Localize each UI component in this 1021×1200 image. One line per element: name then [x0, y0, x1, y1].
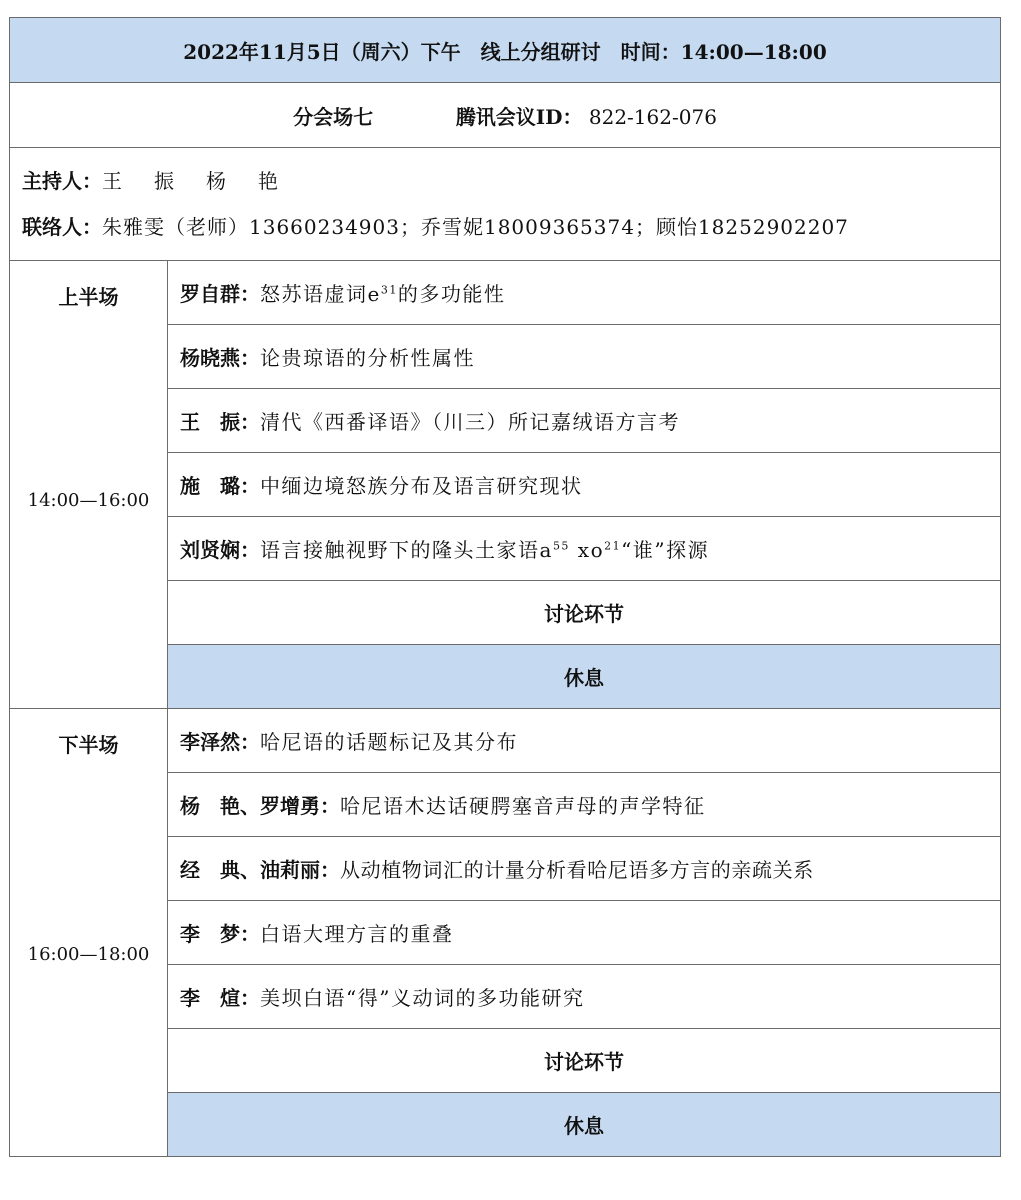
- speaker-name: 李 梦：: [180, 922, 260, 946]
- session-cell-second: [10, 709, 168, 1157]
- session-cell-first: [10, 261, 168, 709]
- speaker-name: 王 振：: [180, 410, 260, 434]
- talk-title: 论贵琼语的分析性属性: [260, 346, 475, 370]
- discussion-row: 讨论环节: [168, 581, 1001, 645]
- host-label: 主持人：: [22, 169, 102, 193]
- talk-row: [168, 837, 1001, 901]
- venue-name: 分会场七: [293, 104, 374, 129]
- host-line: [22, 158, 1000, 204]
- speaker-name: 李 煊：: [180, 986, 260, 1010]
- talk-title: 哈尼语的话题标记及其分布: [260, 730, 518, 754]
- break-row: 休息: [168, 645, 1001, 709]
- session-label: 下半场: [58, 733, 119, 757]
- schedule-table: [9, 17, 1001, 1157]
- speaker-name: 李泽然：: [180, 730, 260, 754]
- talk-title: 白语大理方言的重叠: [260, 922, 454, 946]
- schedule-title: 2022年11月5日（周六）下午 线上分组研讨 时间：14:00—18:00: [10, 18, 1001, 83]
- contact-info: [10, 148, 1001, 261]
- talk-row: [168, 389, 1001, 453]
- talk-title: 语言接触视野下的隆头土家语$a^{55}$ $xo^{21}“$谁”探源: [260, 538, 710, 562]
- talk-row: [168, 773, 1001, 837]
- speaker-name: 杨晓燕：: [180, 346, 260, 370]
- talk-title: 美坝白语“得”义动词的多功能研究: [260, 986, 585, 1010]
- session-time: 16:00—18:00: [27, 944, 150, 965]
- meeting-id: 822-162-076: [588, 104, 717, 129]
- talk-row: [168, 261, 1001, 325]
- talk-row: [168, 453, 1001, 517]
- talk-row: [168, 325, 1001, 389]
- host-value: 王 振 杨 艳: [102, 169, 284, 193]
- talk-title: 中缅边境怒族分布及语言研究现状: [260, 474, 583, 498]
- speaker-name: 经 典、油莉丽：: [180, 858, 340, 882]
- talk-row: [168, 709, 1001, 773]
- speaker-name: 刘贤娴：: [180, 538, 260, 562]
- break-row: 休息: [168, 1093, 1001, 1157]
- speaker-name: 罗自群：: [180, 282, 260, 306]
- contact-label: 联络人：: [22, 215, 102, 239]
- contact-value: 朱雅雯（老师）13660234903；乔雪妮18009365374；顾怡18252902207: [102, 215, 849, 239]
- discussion-row: 讨论环节: [168, 1029, 1001, 1093]
- talk-title: 哈尼语木达话硬腭塞音声母的声学特征: [340, 794, 706, 818]
- speaker-name: 施 璐：: [180, 474, 260, 498]
- schedule-sheet: [9, 17, 1000, 1157]
- talk-title: 怒苏语虚词$e^{31}$的多功能性: [260, 282, 506, 306]
- venue-row: [10, 83, 1001, 148]
- talk-title: 清代《西番译语》（川三）所记嘉绒语方言考: [260, 410, 680, 434]
- contact-line: [22, 204, 1000, 250]
- meeting-id-label: 腾讯会议ID：: [455, 104, 583, 129]
- talk-row: [168, 517, 1001, 581]
- session-label: 上半场: [58, 285, 119, 309]
- speaker-name: 杨 艳、罗增勇：: [180, 794, 340, 818]
- talk-row: [168, 965, 1001, 1029]
- talk-row: [168, 901, 1001, 965]
- session-time: 14:00—16:00: [27, 490, 150, 511]
- talk-title: 从动植物词汇的计量分析看哈尼语多方言的亲疏关系: [340, 858, 814, 882]
